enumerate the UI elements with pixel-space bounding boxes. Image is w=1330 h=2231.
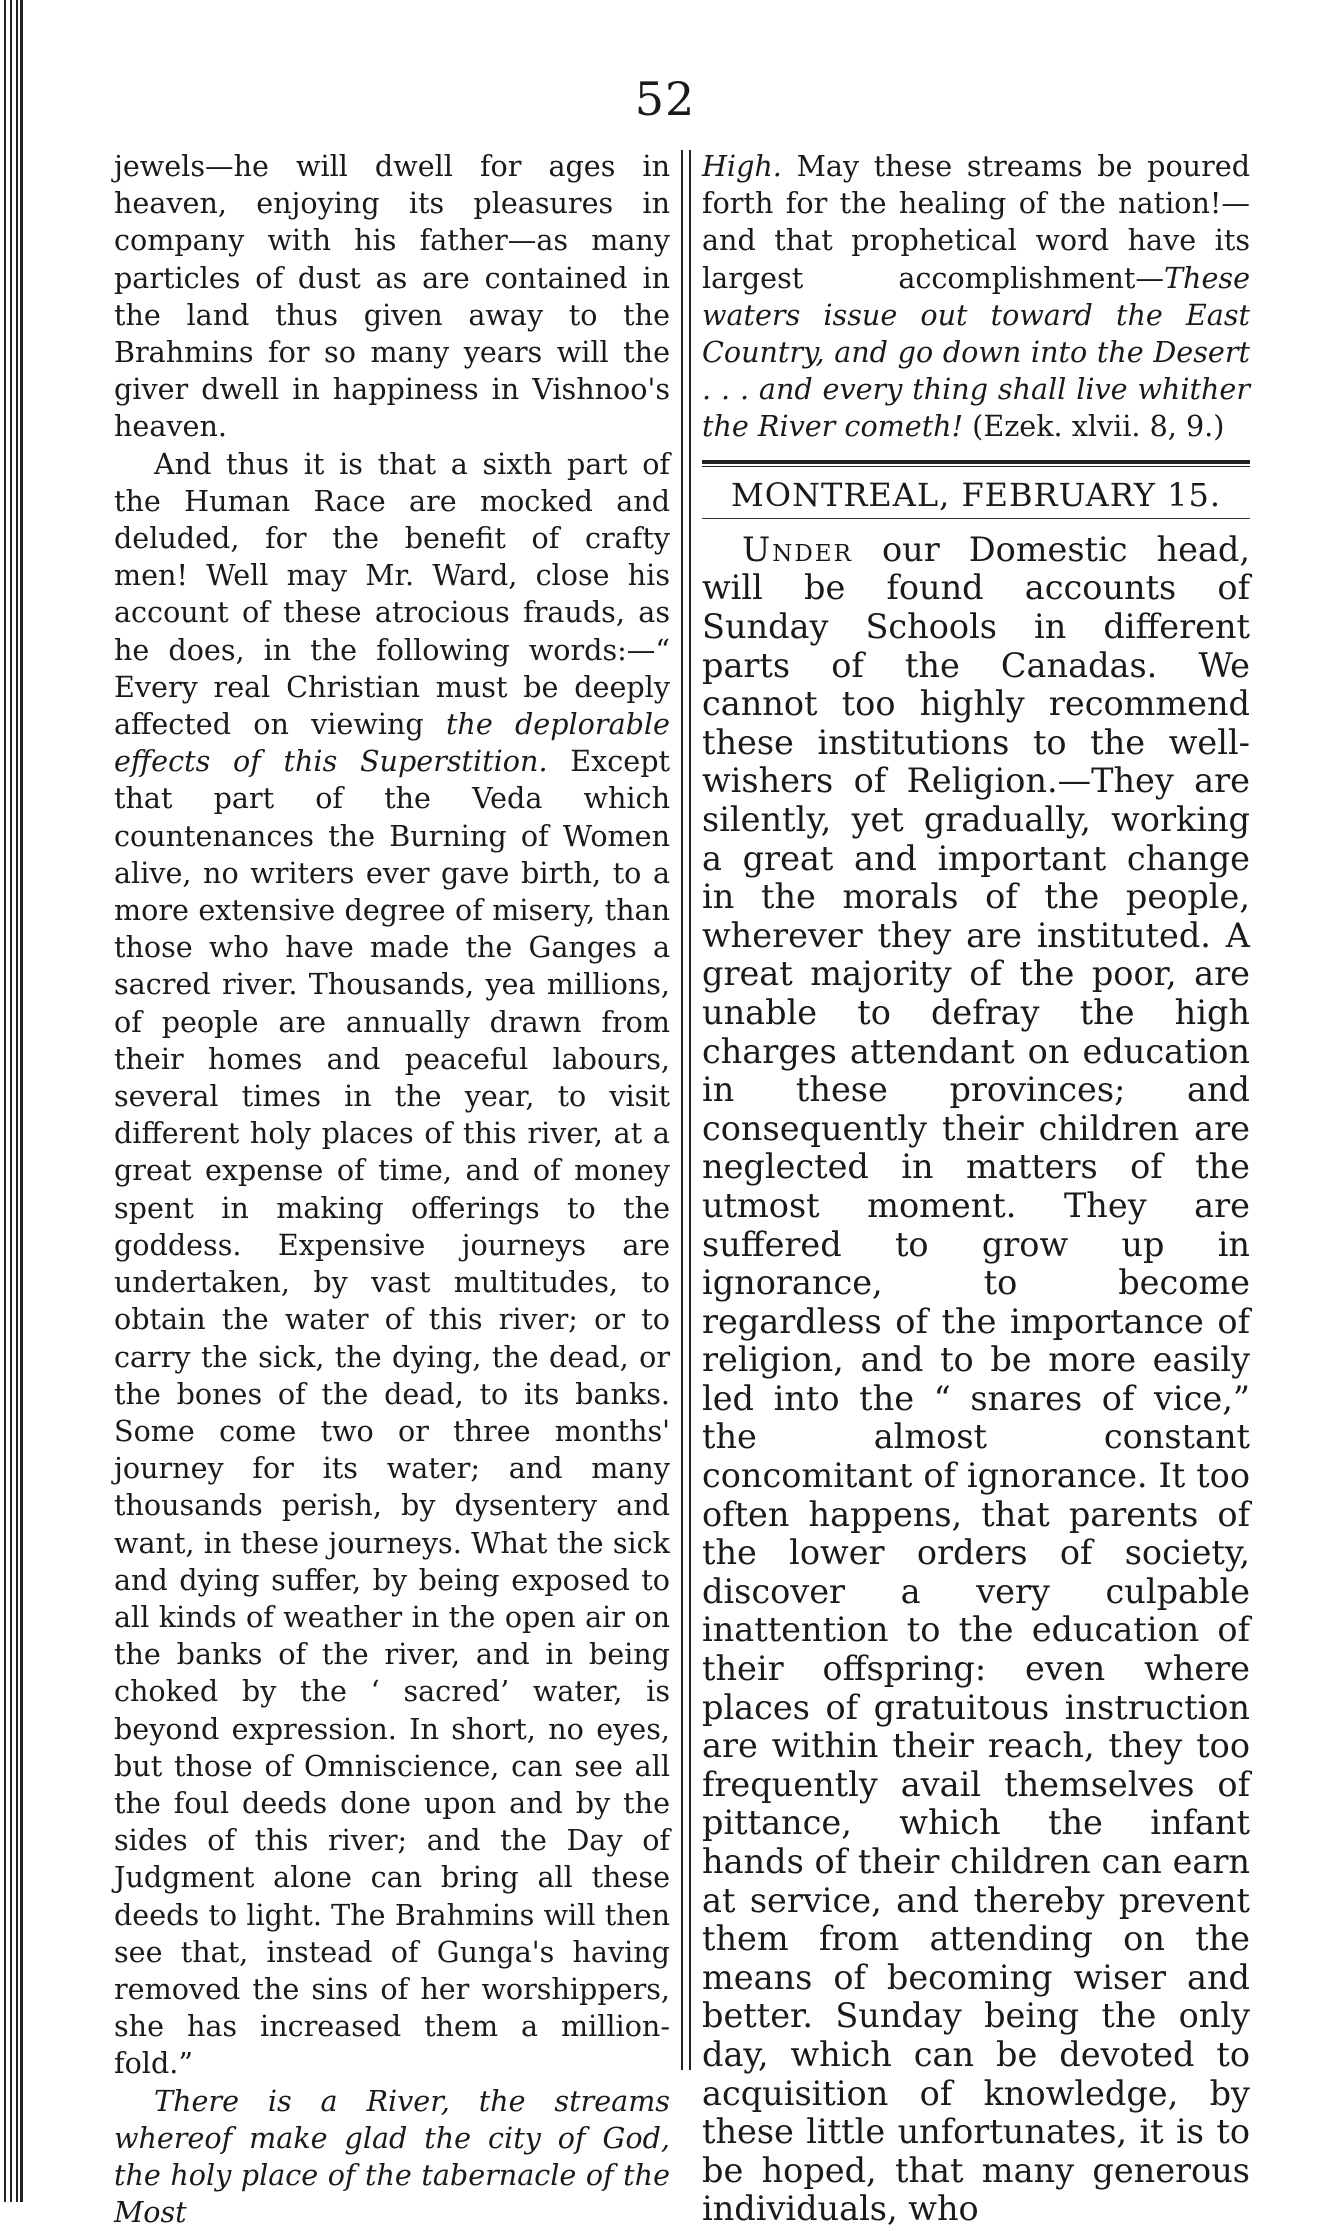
left-paragraph-2-text: And thus it is that a sixth part of the Human Race are mocked and deluded, for the benefit of crafty men! Well may Mr. Ward, close his account of these atrocious frauds, as he does, in the following words:—“ Every real Christian must be deeply affected on viewing	[114, 446, 670, 742]
right-paragraph-2-lead: Under	[742, 529, 853, 569]
section-rule-double	[702, 460, 1250, 467]
left-paragraph-2-italic: the deplorable effects of this Superstition.	[114, 707, 670, 779]
right-paragraph-1-italic-start: High.	[702, 149, 782, 183]
right-paragraph-1	[702, 148, 1250, 446]
right-paragraph-1-mid: May these streams be poured forth for the healing of the nation!—and that prophetical word have its largest accomplishment—	[702, 149, 1250, 295]
right-column	[702, 148, 1250, 2229]
left-paragraph-2-rest: Except that part of the Veda which countenances the Burning of Women alive, no writers ever gave birth, to a more extensive degree of misery, than those who have made the Ganges a sacred river. Thousands, yea millions, of people are annually drawn from their homes and peaceful labours, several times in the year, to visit different holy places of this river, at a great expense of time, and of money spent in making offerings to the goddess. Expensive journeys are undertaken, by vast multitudes, to obtain the water of this river; or to carry the sick, the dying, the dead, or the bones of the dead, to its banks. Some come two or three months' journey for its water; and many thousands perish, by dysentery and want, in these journeys. What the sick and dying suffer, by being exposed to all kinds of weather in the open air on the banks of the river, and in being choked by the ‘ sacred’ water, is beyond expression. In short, no eyes, but those of Omniscience, can see all the foul deeds done upon and by the sides of this river; and the Day of Judgment alone can bring all these deeds to light. The Brahmins will then see that, instead of Gunga's having removed the sins of her worshippers, she has increased them a million-fold.”	[114, 744, 670, 2081]
column-divider	[681, 150, 691, 2070]
page-number: 52	[634, 72, 696, 126]
right-paragraph-2	[702, 531, 1250, 2229]
section-rule-thin	[702, 518, 1250, 519]
left-paragraph-1: jewels—he will dwell for ages in heaven, enjoying its pleasures in company with his father—as many particles of dust as are contained in the land thus given away to the Brahmins for so many years will the giver dwell in happiness in Vishnoo's heaven.	[114, 149, 670, 444]
left-paragraph-2	[114, 446, 670, 2083]
section-heading: MONTREAL, FEBRUARY 15.	[730, 475, 1222, 514]
left-paragraph-3-scripture: There is a River, the streams whereof make glad the city of God, the holy place of the tabernacle of the Most	[114, 2083, 670, 2230]
right-paragraph-2-text: our Domestic head, will be found accounts of Sunday Schools in different parts of the Canadas. We cannot too highly recommend these institutions to the well-wishers of Religion.—They are silently, yet gradually, working a great and important change in the morals of the people, wherever they are instituted. A great majority of the poor, are unable to defray the high charges attendant on education in these provinces; and consequently their children are neglected in matters of the utmost moment. They are suffered to grow up in ignorance, to become regardless of the importance of religion, and to be more easily led into the “ snares of vice,” the almost constant concomitant of ignorance. It too often happens, that parents of the lower orders of society, discover a very culpable inattention to the education of their offspring: even where places of gratuitous instruction are within their reach, they too frequently avail themselves of pittance, which the infant hands of their children can earn at service, and thereby prevent them from attending on the means of becoming wiser and better. Sunday being the only day, which can be devoted to acquisition of knowledge, by these little unfortunates, it is to be hoped, that many generous individuals, who	[702, 529, 1250, 2229]
right-paragraph-1-italic: These waters issue out toward the East Country, and go down into the Desert . . . and every thing shall live whither the River cometh!	[702, 260, 1250, 444]
right-paragraph-1-ref: (Ezek. xlvii. 8, 9.)	[963, 409, 1225, 444]
left-column	[114, 148, 670, 2231]
page-binding-edge	[0, 0, 23, 2202]
